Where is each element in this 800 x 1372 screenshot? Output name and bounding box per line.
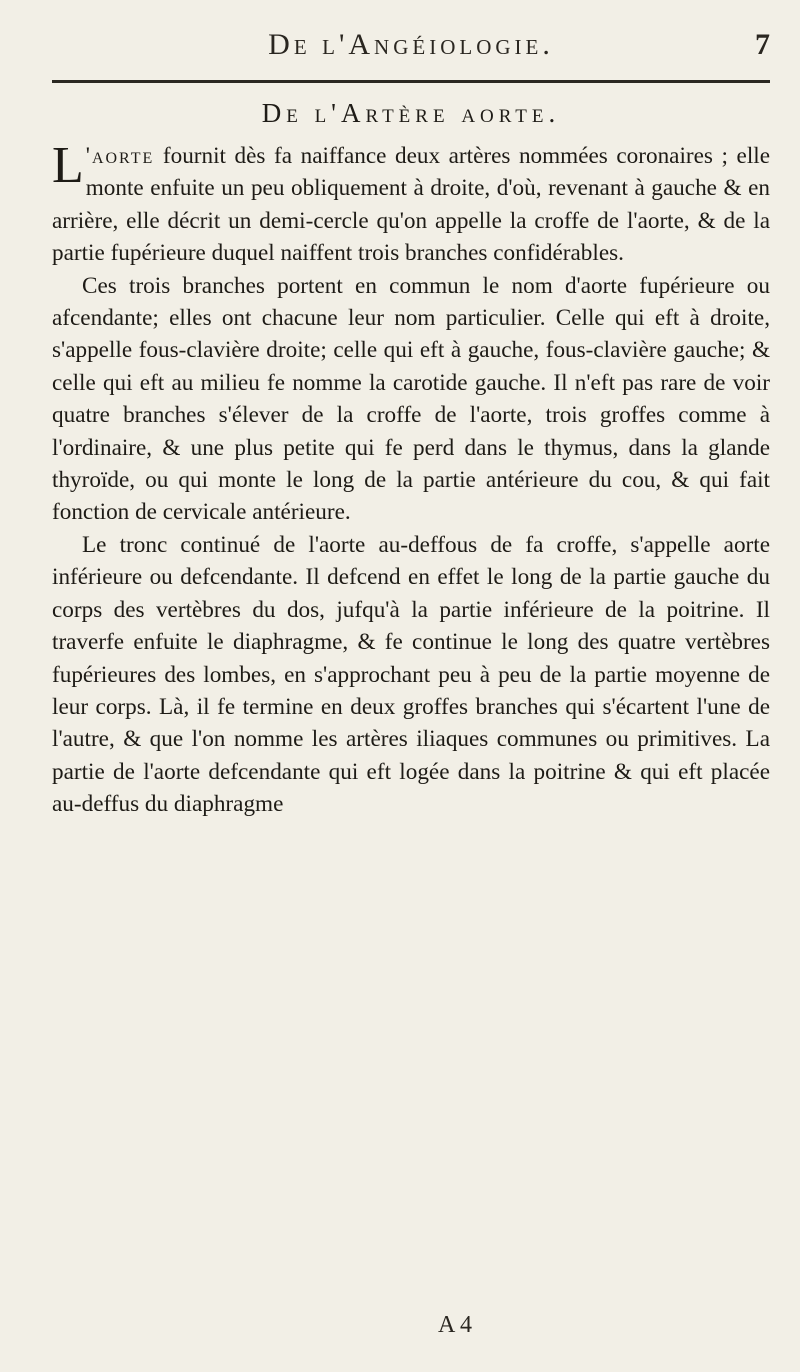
header-rule [52, 80, 770, 83]
page-number: 7 [755, 28, 770, 61]
paragraph-3: Le tronc continué de l'aorte au-deffous de fa croffe, s'appelle aorte inférieure ou defcendante. Il defcend en effet le long de la partie gauche du corps des vertèbres du dos, jufqu'à la partie inférieure de la poitrine. Il traverfe enfuite le diaphragme, & fe continue le long des quatre vertèbres fupérieures des lombes, en s'approchant peu à peu de la partie moyenne de leur corps. Là, il fe termine en deux groffes branches qui s'écartent l'une de l'autre, & que l'on nomme les artères iliaques communes ou primitives. La partie de l'aorte defcendante qui eft logée dans la poitrine & qui eft placée au-deffus du diaphragme [52, 531, 770, 818]
running-head [52, 22, 770, 72]
paragraph-2: Ces trois branches portent en commun le nom d'aorte fupérieure ou afcendante; elles ont chacune leur nom particulier. Celle qui eft à droite, s'appelle fous-clavière droite; celle qui eft à gauche, fous-clavière gauche; & celle qui eft au milieu fe nomme la carotide gauche. Il n'eft pas rare de voir quatre branches s'élever de la croffe de l'aorte, trois groffes comme à l'ordinaire, & une plus petite qui fe perd dans le thymus, dans la glande thyroïde, ou qui monte le long de la partie antérieure du cou, & qui fait fonction de cervicale antérieure. [52, 272, 770, 526]
drop-initial: L [52, 137, 84, 194]
section-title: De l'Artère aorte. [261, 98, 561, 128]
body-text [52, 137, 770, 821]
running-title: De l'Angéiologie. [268, 28, 554, 61]
paragraph-1-text: fournit dès fa naiffance deux artères nommées coronaires ; elle monte enfuite un peu obliquement à droite, d'où, revenant à gauche & en arrière, elle décrit un demi-cercle qu'on appelle la croffe de l'aorte, & de la partie fupérieure duquel naiffent trois branches confidérables. [52, 143, 770, 267]
signature-mark: A 4 [437, 1312, 472, 1338]
paragraph-1 [52, 137, 770, 270]
lead-word: 'aorte [85, 143, 155, 169]
